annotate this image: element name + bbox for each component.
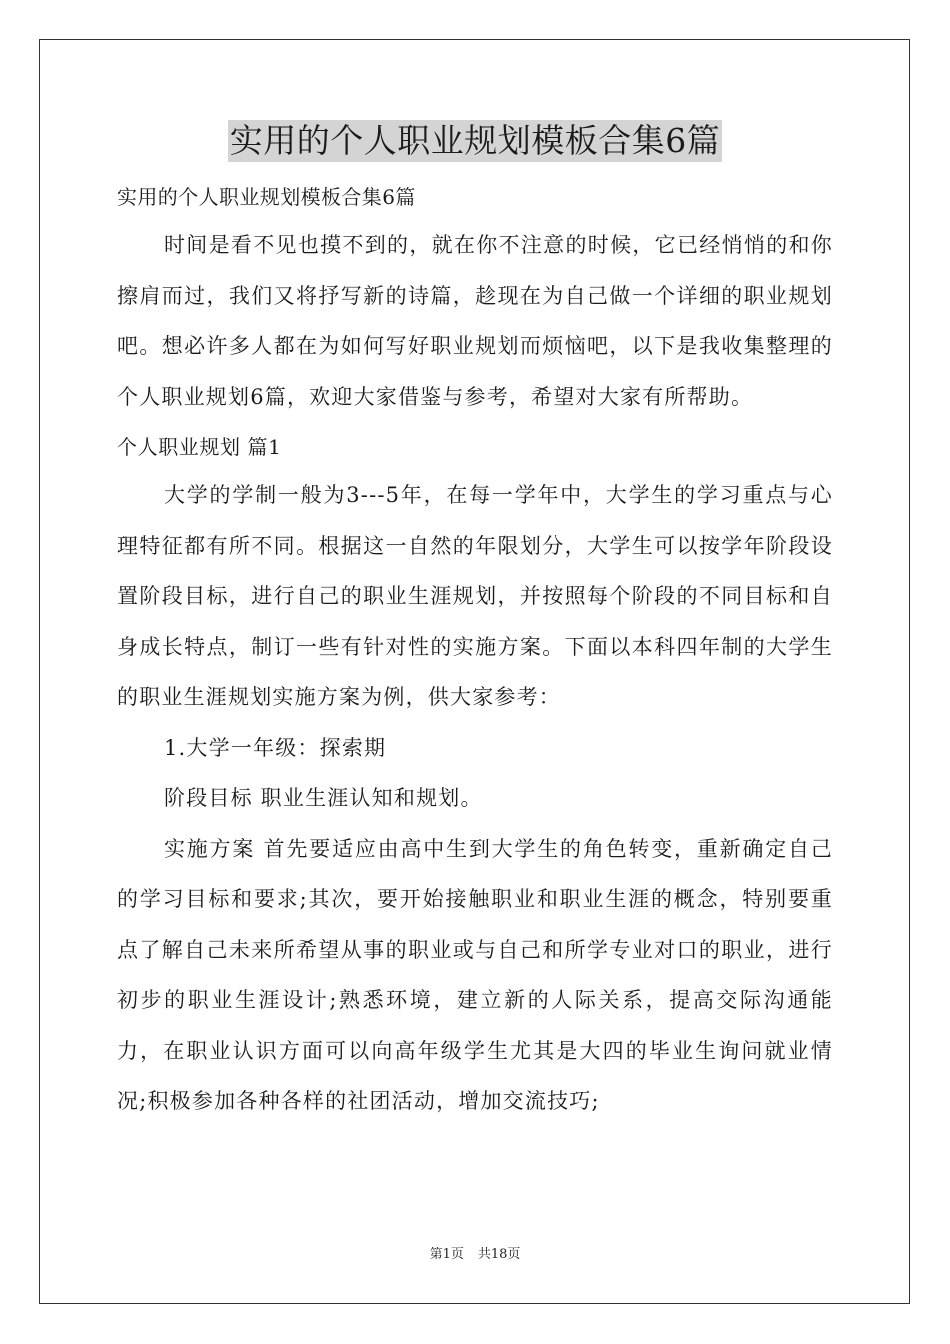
document-title: 实用的个人职业规划模板合集6篇 — [229, 121, 721, 160]
document-body — [117, 118, 833, 1127]
page-total: 共18页 — [477, 1247, 521, 1262]
page-footer — [0, 1247, 950, 1263]
stage-plan: 实施方案 首先要适应由高中生到大学生的角色转变，重新确定自己的学习目标和要求;其次，要开始接触职业和职业生涯的概念，特别要重点了解自己未来所希望从事的职业或与自己和所学专业对口的职业，进行初步的职业生涯设计;熟悉环境，建立新的人际关系，提高交际沟通能力，在职业认识方面可以向高年级学生尤其是大四的毕业生询问就业情况;积极参加各种各样的社团活动，增加交流技巧; — [117, 836, 833, 1113]
list-item-heading: 1.大学一年级：探索期 — [164, 735, 387, 760]
document-subtitle: 实用的个人职业规划模板合集6篇 — [117, 185, 416, 209]
section-heading: 个人职业规划 篇1 — [117, 435, 282, 459]
section-paragraph: 大学的学制一般为3---5年，在每一学年中，大学生的学习重点与心理特征都有所不同。根据这一自然的年限划分，大学生可以按学年阶段设置阶段目标，进行自己的职业生涯规划，并按照每个阶段的不同目标和自身成长特点，制订一些有针对性的实施方案。下面以本科四年制的大学生的职业生涯规划实施方案为例，供大家参考： — [117, 483, 833, 709]
title-wrap — [117, 118, 833, 176]
page-number: 第1页 — [429, 1247, 464, 1262]
stage-goal: 阶段目标 职业生涯认知和规划。 — [164, 786, 483, 810]
intro-paragraph: 时间是看不见也摸不到的，就在你不注意的时候，它已经悄悄的和你擦肩而过，我们又将抒写新的诗篇，趁现在为自己做一个详细的职业规划吧。想必许多人都在为如何写好职业规划而烦恼吧，以下是我收集整理的个人职业规划6篇，欢迎大家借鉴与参考，希望对大家有所帮助。 — [117, 233, 833, 409]
